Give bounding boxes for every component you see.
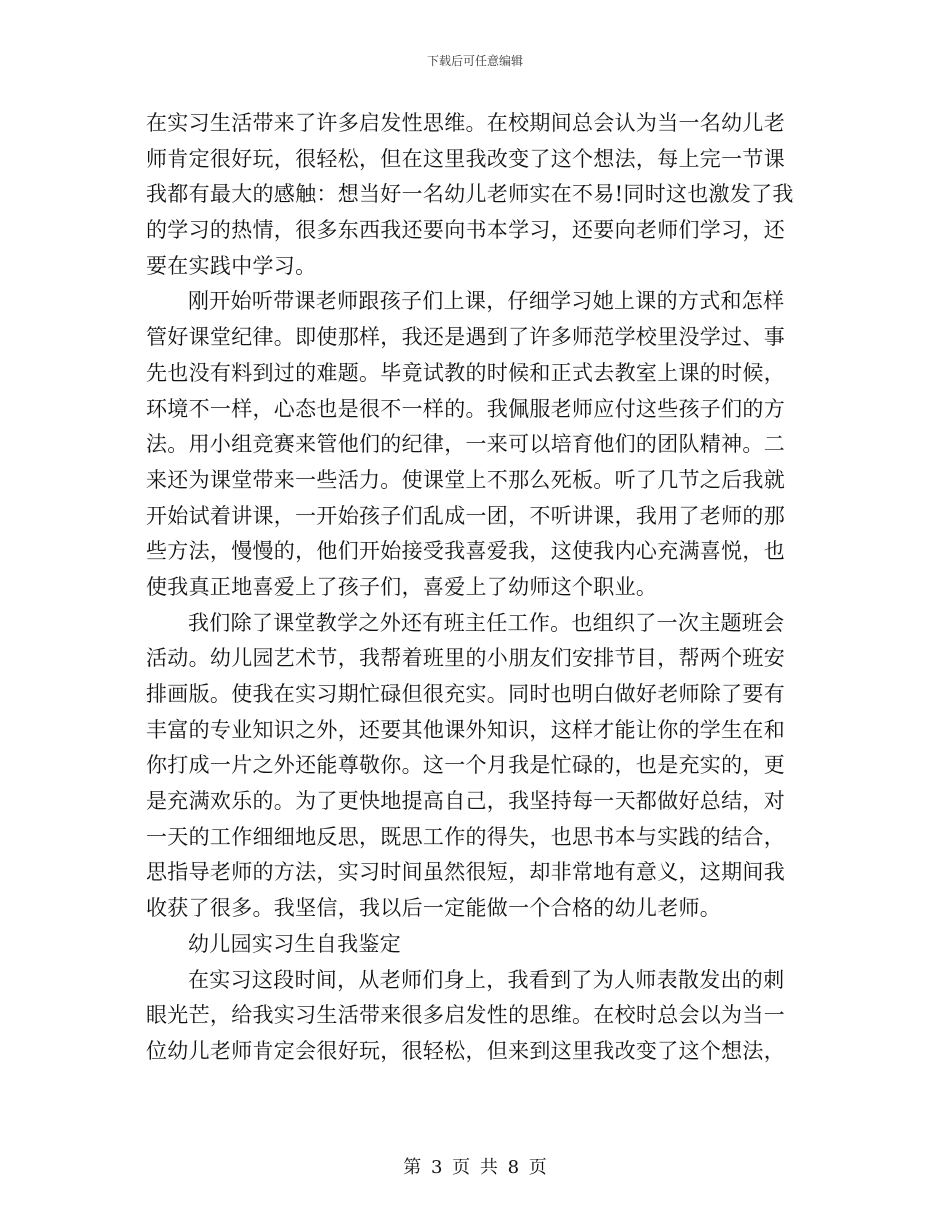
paragraph-line: 先也没有料到过的难题。毕竟试教的时候和正式去教室上课的时候， — [146, 360, 785, 385]
paragraph-line: 眼光芒，给我实习生活带来很多启发性的思维。在校时总会以为当一 — [146, 1003, 785, 1028]
paragraph-line: 师肯定很好玩，很轻松，但在这里我改变了这个想法，每上完一节课 — [146, 146, 785, 171]
paragraph-line: 些方法，慢慢的，他们开始接受我喜爱我，这使我内心充满喜悦，也 — [146, 539, 785, 564]
paragraph-line: 思指导老师的方法，实习时间虽然很短，却非常地有意义，这期间我 — [146, 860, 785, 885]
paragraph-first-line: 在实习生活带来了许多启发性思维。在校期间总会认为当一名幼儿老 — [146, 111, 785, 135]
paragraph-line: 环境不一样，心态也是很不一样的。我佩服老师应付这些孩子们的方 — [146, 396, 785, 421]
paragraph-line: 收获了很多。我坚信，我以后一定能做一个合格的幼儿老师。 — [146, 896, 722, 921]
paragraph-line: 开始试着讲课，一开始孩子们乱成一团，不听讲课，我用了老师的那 — [146, 503, 785, 528]
paragraph-first-line: 幼儿园实习生自我鉴定 — [188, 931, 401, 956]
paragraph-line: 要在实践中学习。 — [146, 253, 317, 278]
paragraph-first-line: 我们除了课堂教学之外还有班主任工作。也组织了一次主题班会 — [188, 610, 785, 635]
paragraph-line: 我都有最大的感触：想当好一名幼儿老师实在不易!同时这也激发了我 — [146, 182, 794, 207]
paragraph-line: 位幼儿老师肯定会很好玩，很轻松，但来到这里我改变了这个想法， — [146, 1038, 785, 1063]
document-body — [146, 106, 810, 1070]
paragraph-line: 丰富的专业知识之外，还要其他课外知识，这样才能让你的学生在和 — [146, 717, 785, 742]
paragraph-line: 一天的工作细细地反思，既思工作的得失，也思书本与实践的结合， — [146, 824, 785, 849]
paragraph-line: 是充满欢乐的。为了更快地提高自己，我坚持每一天都做好总结，对 — [146, 789, 785, 814]
paragraph-line: 的学习的热情，很多东西我还要向书本学习，还要向老师们学习，还 — [146, 218, 785, 243]
paragraph-line: 管好课堂纪律。即使那样，我还是遇到了许多师范学校里没学过、事 — [146, 325, 785, 350]
paragraph-first-line: 在实习这段时间，从老师们身上，我看到了为人师表散发出的刺 — [188, 967, 785, 992]
paragraph-line: 来还为课堂带来一些活力。使课堂上不那么死板。听了几节之后我就 — [146, 467, 785, 492]
paragraph-line: 使我真正地喜爱上了孩子们，喜爱上了幼师这个职业。 — [146, 574, 658, 599]
page-header-note: 下载后可任意编辑 — [426, 54, 523, 68]
paragraph-line: 活动。幼儿园艺术节，我帮着班里的小朋友们安排节目，帮两个班安 — [146, 646, 785, 671]
page-number: 第 3 页 共 8 页 — [403, 1157, 547, 1178]
paragraph-line: 法。用小组竞赛来管他们的纪律，一来可以培育他们的团队精神。二 — [146, 432, 785, 457]
paragraph-first-line: 刚开始听带课老师跟孩子们上课，仔细学习她上课的方式和怎样 — [188, 289, 785, 314]
paragraph-line: 排画版。使我在实习期忙碌但很充实。同时也明白做好老师除了要有 — [146, 682, 785, 706]
paragraph-line: 你打成一片之外还能尊敬你。这一个月我是忙碌的，也是充实的，更 — [146, 753, 785, 778]
